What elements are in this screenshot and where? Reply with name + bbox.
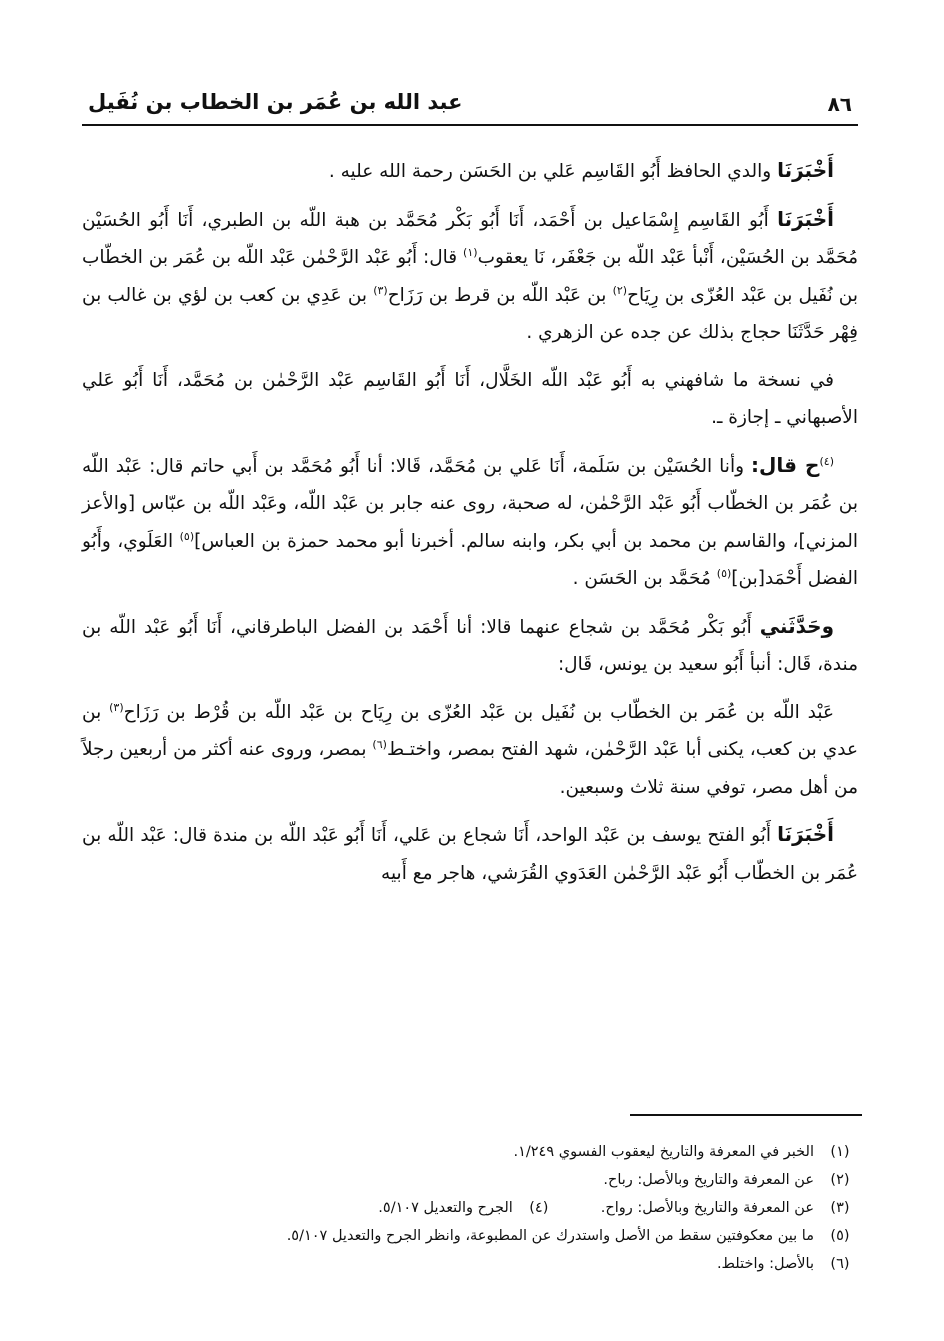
page-header (82, 88, 858, 126)
paragraph-lead: أَخْبَرَنَا (777, 158, 834, 182)
footnote-item (82, 1166, 858, 1194)
footnote-number: (٥) (830, 1228, 850, 1244)
main-text (82, 152, 858, 902)
footnote-number: (١) (830, 1144, 850, 1160)
paragraph-text: وأنا الحُسَيْن بن سَلَمة، أَنَا عَلي بن مُحَمَّد، قَالا: أنا أَبُو مُحَمَّد بن أَبي حاتم قال: عَبْد اللّه بن عُمَر بن الخطّاب أَبُو عَبْد الرَّحْمٰن، له صحبة، روى عنه جابر بن عَبْد اللّه، وعَبْد اللّه بن عبّاس [والأعز المزني]، والقاسم بن محمد بن أبي بكر، وابنه سالم. أخبرنا أبو محمد حمزة بن العباس] (82, 455, 858, 552)
footnote-number: (٦) (830, 1256, 850, 1272)
paragraph-text: في نسخة ما شافهني به أَبُو عَبْد اللّه الخَلَّال، أَنَا أَبُو القَاسِم عَبْد الرَّحْمٰن بن مُحَمَّد، أَنَا أَبُو عَلي الأصبهاني ـ إجازة ـ. (82, 369, 858, 428)
paragraph (82, 816, 858, 892)
footnote-item (82, 1194, 858, 1222)
footnote-text: عن المعرفة والتاريخ وبالأصل: رباح. (603, 1172, 814, 1188)
paragraph (82, 362, 858, 437)
footnote-marker: (٦) (372, 737, 387, 751)
paragraph (82, 152, 858, 191)
footnote-item (82, 1250, 858, 1278)
page-number: ٨٦ (827, 92, 852, 116)
footnote-item (82, 1222, 858, 1250)
paragraph-text: بمصر، وروى عنه أكثر من أربعين رجلاً من أهل مصر، توفي سنة ثلاث وسبعين. (82, 739, 858, 798)
footnotes (82, 1138, 858, 1278)
footnote-number: (٤) (529, 1200, 549, 1216)
footnote-marker: (٣) (373, 283, 388, 297)
footnote-marker: (٥) (179, 529, 195, 543)
footnote-divider (630, 1114, 862, 1116)
paragraph-text: مُحَمَّد بن الحَسَن . (572, 568, 717, 589)
paragraph (82, 201, 858, 352)
footnote-number: (٢) (830, 1172, 850, 1188)
footnote-item (82, 1138, 858, 1166)
footnote-text: عن المعرفة والتاريخ وبالأصل: رواح. (600, 1200, 814, 1216)
footnote-marker: (٢) (612, 283, 628, 297)
footnote-text: الخبر في المعرفة والتاريخ ليعقوب الفسوي ١/٢٤٩. (513, 1144, 814, 1160)
paragraph-text: العَلَوي، وأَبُو الفضل أَحْمَد[بن] (82, 530, 858, 589)
paragraph-text: والدي الحافظ أَبُو القَاسِم عَلي بن الحَسَن رحمة الله عليه . (328, 161, 778, 182)
paragraph-text: أَبُو بَكْر مُحَمَّد بن شجاع عنهما قالا: أنا أَحْمَد بن الفضل الباطرقاني، أَنَا أَبُو عَبْد اللّه بن مندة، قَال: أنبأ أَبُو سعيد بن يونس، قَال: (82, 616, 858, 675)
paragraph-text: قال: أَبُو عَبْد الرَّحْمٰن عَبْد اللّه بن عُمَر بن الخطّاب بن نُفَيل بن عَبْد العُزّى بن رِيَاح (82, 247, 859, 306)
running-title: عبد الله بن عُمَر بن الخطاب بن نُفَيل (88, 90, 463, 114)
footnote-text: ما بين معكوفتين سقط من الأصل واستدرك عن المطبوعة، وانظر الجرح والتعديل ٥/١٠٧. (286, 1228, 814, 1244)
paragraph-text: عَبْد اللّه بن عُمَر بن الخطّاب بن نُفَيل بن عَبْد العُزّى بن رِيَاح بن عَبْد اللّه بن قُرْط بن رَزَاح (123, 701, 834, 723)
paragraph-text: أَبُو القَاسِم إِسْمَاعيل بن أَحْمَد، أَنَا أَبُو بَكْر مُحَمَّد بن هبة اللّه بن الطبري، أَنَا أَبُو الحُسَيْن مُحَمَّد بن الحُسَيْن، أَنْبأ عَبْد اللّه بن جَعْفَر، نَا يعقوب (82, 209, 858, 268)
paragraph (82, 694, 858, 807)
paragraph-text: بن عدي بن كعب، يكنى أبا عَبْد الرَّحْمٰن، شهد الفتح بمصر، واختـط (82, 701, 858, 760)
footnote-marker: (٤) (819, 454, 834, 468)
paragraph-lead: أَخْبَرَنَا (777, 822, 834, 846)
footnote-marker: (١) (463, 245, 478, 259)
paragraph-text: أَبُو الفتح يوسف بن عَبْد الواحد، أَنَا شجاع بن عَلي، أَنَا أَبُو عَبْد اللّه بن مندة قال: عَبْد اللّه بن عُمَر بن الخطّاب أَبُو عَبْد الرَّحْمٰن العَدَوي القُرَشي، هاجر مع أَبيه (82, 825, 858, 884)
footnote-marker: (٣) (109, 700, 124, 714)
footnote-marker: (٥) (716, 566, 732, 580)
paragraph-lead: أَخْبَرَنَا (777, 206, 834, 231)
footnote-text: الجرح والتعديل ٥/١٠٧. (378, 1200, 513, 1216)
paragraph-lead: وحَدَّثَني (759, 613, 834, 638)
paragraph-lead: ح قال: (751, 452, 820, 477)
footnote-number: (٣) (830, 1200, 850, 1216)
paragraph-text: بن عَدِي بن كعب بن لؤي بن غالب بن فِهْر حَدَّثَنَا حجاج بذلك عن جده عن الزهري . (82, 284, 858, 343)
paragraph-text: بن عَبْد اللّه بن قرط بن رَزَاح (387, 284, 613, 306)
footnote-text: بالأصل: واختلط. (716, 1256, 814, 1272)
paragraph (82, 447, 858, 598)
paragraph (82, 608, 858, 684)
